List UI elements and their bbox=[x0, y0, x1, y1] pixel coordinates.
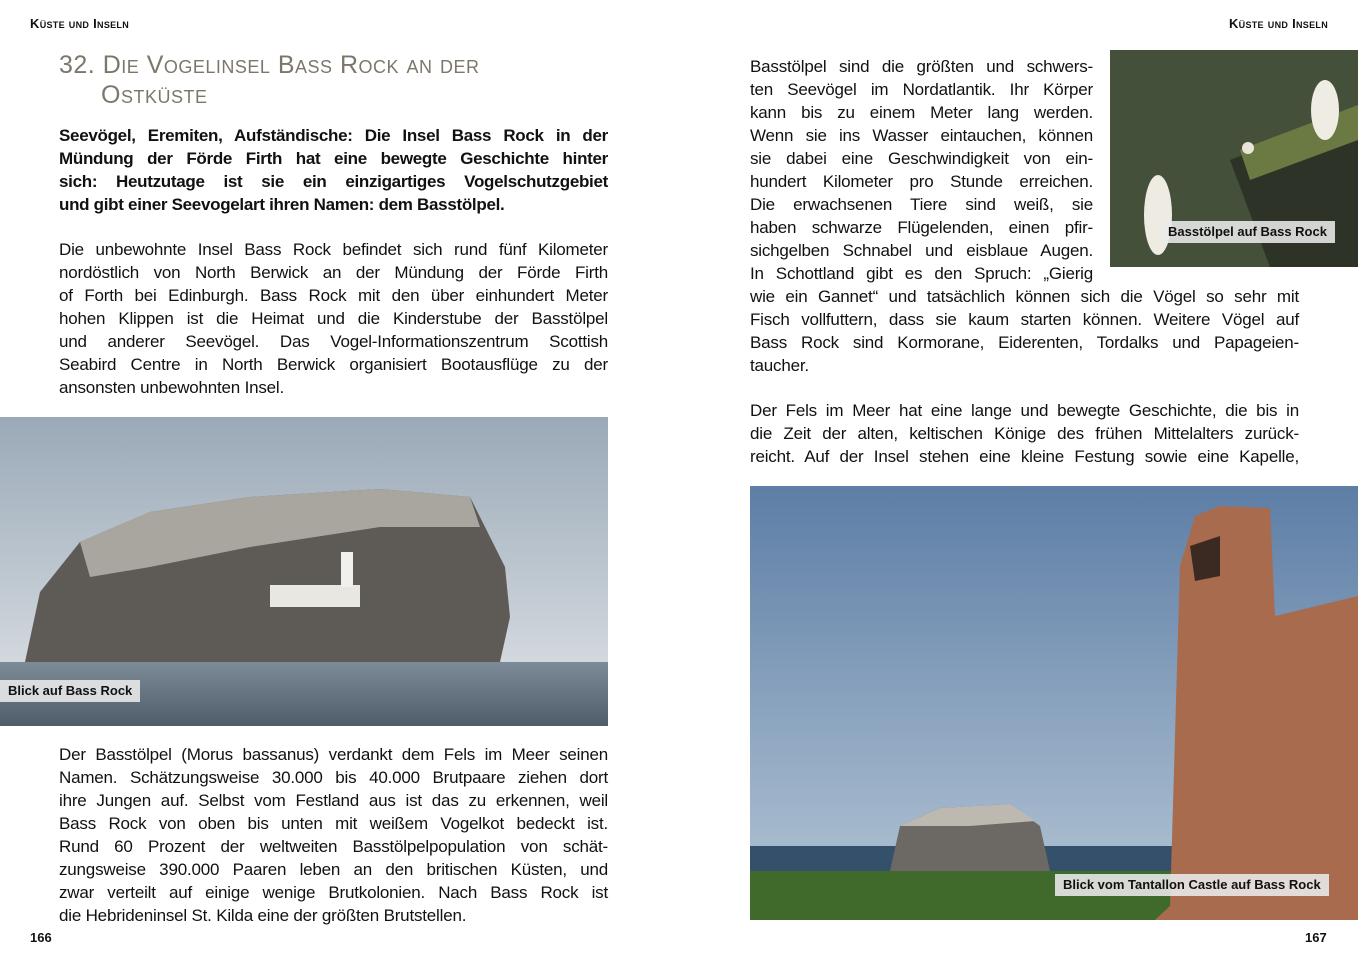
body-paragraph-right-2 bbox=[750, 399, 1299, 468]
body-paragraph-1 bbox=[59, 238, 608, 399]
text-line: Mündung der Förde Firth hat eine bewegte Geschichte hinter bbox=[59, 149, 608, 168]
text-line: Der Fels im Meer hat eine lange und bewegte Geschichte, die bis in bbox=[750, 401, 1299, 420]
body-paragraph-right-1-narrow bbox=[750, 55, 1093, 285]
text-line: sichgelben Schnabel und eisblaue Augen. bbox=[750, 241, 1093, 260]
text-line: zwar verteilt auf einige wenige Brutkolonien. Nach Bass Rock ist bbox=[59, 883, 608, 902]
text-line: die Hebrideninsel St. Kilda eine der größten Brutstellen. bbox=[59, 906, 467, 925]
text-line: Fisch vollfuttern, dass sie kaum starten können. Weitere Vögel auf bbox=[750, 310, 1299, 329]
text-line: die Zeit der alten, keltischen Könige des frühen Mittelalters zurück- bbox=[750, 424, 1299, 443]
text-line: Bass Rock sind Kormorane, Eiderenten, Tordalks und Papageien- bbox=[750, 333, 1299, 352]
text-line: sich: Heutzutage ist sie ein einzigartiges Vogelschutzgebiet bbox=[59, 172, 608, 191]
text-line: und gibt einer Seevogelart ihren Namen: dem Basstölpel. bbox=[59, 195, 505, 214]
intro-paragraph bbox=[59, 124, 608, 216]
text-line: reicht. Auf der Insel stehen eine kleine Festung sowie eine Kapelle, bbox=[750, 447, 1299, 466]
body-paragraph-2 bbox=[59, 743, 608, 927]
text-line: In Schottland gibt es den Spruch: „Gierig bbox=[750, 264, 1093, 283]
text-line: wie ein Gannet“ und tatsächlich können sich die Vögel so sehr mit bbox=[750, 287, 1299, 306]
title-line-2: Ostküste bbox=[101, 81, 208, 109]
page-number-left: 166 bbox=[30, 930, 52, 945]
text-line: Bass Rock von oben bis unten mit weißem Vogelkot bedeckt ist. bbox=[59, 814, 608, 833]
text-line: sie dabei eine Geschwindigkeit von ein- bbox=[750, 149, 1093, 168]
text-line: Namen. Schätzungsweise 30.000 bis 40.000 Brutpaare ziehen dort bbox=[59, 768, 608, 787]
page-number-right: 167 bbox=[1305, 930, 1327, 945]
body-paragraph-right-1-wide bbox=[750, 285, 1299, 377]
running-header-left: Küste und Inseln bbox=[30, 16, 130, 31]
text-line: kann bis zu einem Meter lang werden. bbox=[750, 103, 1093, 122]
text-line: Der Basstölpel (Morus bassanus) verdankt dem Fels im Meer seinen bbox=[59, 745, 608, 764]
text-line: Die unbewohnte Insel Bass Rock befindet sich rund fünf Kilometer bbox=[59, 240, 608, 259]
text-line: hundert Kilometer pro Stunde erreichen. bbox=[750, 172, 1093, 191]
text-line: taucher. bbox=[750, 356, 809, 375]
text-line: nordöstlich von North Berwick an der Mündung der Förde Firth bbox=[59, 263, 608, 282]
tantallon-castle-photo bbox=[750, 486, 1358, 920]
text-line: Seabird Centre in North Berwick organisiert Bootausflüge zu der bbox=[59, 355, 608, 374]
photo-caption-tantallon: Blick vom Tantallon Castle auf Bass Rock bbox=[1055, 874, 1329, 896]
text-line: Seevögel, Eremiten, Aufständische: Die Insel Bass Rock in der bbox=[59, 126, 608, 145]
running-header-right: Küste und Inseln bbox=[1228, 16, 1328, 31]
title-line-1: 32. Die Vogelinsel Bass Rock an der bbox=[59, 51, 480, 79]
text-line: und anderer Seevögel. Das Vogel-Informationszentrum Scottish bbox=[59, 332, 608, 351]
photo-caption-bass-rock: Blick auf Bass Rock bbox=[0, 680, 140, 702]
photo-caption-gannets: Basstölpel auf Bass Rock bbox=[1160, 221, 1335, 243]
text-line: haben schwarze Flügelenden, einen pfir- bbox=[750, 218, 1093, 237]
text-line: of Forth bei Edinburgh. Bass Rock mit den über einhundert Meter bbox=[59, 286, 608, 305]
text-line: Basstölpel sind die größten und schwers- bbox=[750, 57, 1093, 76]
text-line: Rund 60 Prozent der weltweiten Basstölpelpopulation von schät- bbox=[59, 837, 608, 856]
text-line: Wenn sie ins Wasser eintauchen, können bbox=[750, 126, 1093, 145]
text-line: Die erwachsenen Tiere sind weiß, sie bbox=[750, 195, 1093, 214]
text-line: ihre Jungen auf. Selbst vom Festland aus ist das zu erkennen, weil bbox=[59, 791, 608, 810]
text-line: ansonsten unbewohnten Insel. bbox=[59, 378, 285, 397]
text-line: zungsweise 390.000 Paaren leben an den britischen Küsten, und bbox=[59, 860, 608, 879]
text-line: hohen Klippen ist die Heimat und die Kinderstube der Basstölpel bbox=[59, 309, 608, 328]
text-line: ten Seevögel im Nordatlantik. Ihr Körper bbox=[750, 80, 1093, 99]
chapter-title bbox=[59, 50, 479, 110]
